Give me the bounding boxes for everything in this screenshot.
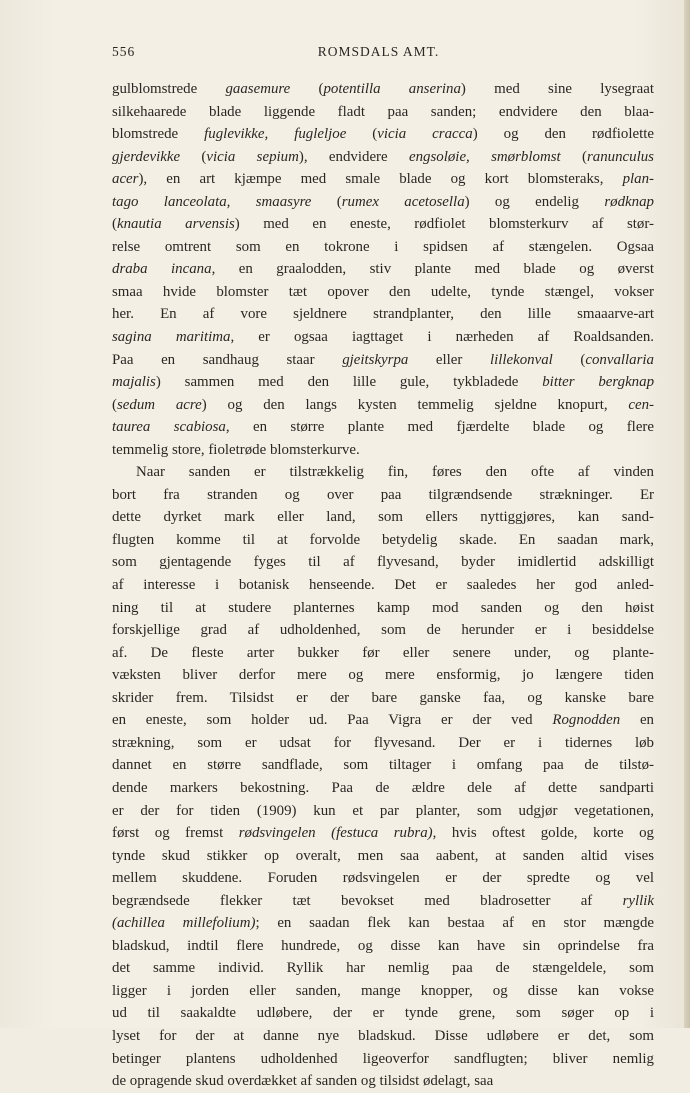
text-line — [112, 822, 654, 845]
italic-term: taurea scabiosa — [112, 419, 226, 436]
text-line — [112, 935, 654, 958]
text-run: gulblomstrede — [112, 81, 226, 97]
text-run: flugten komme til at forvolde betydelig skade. En saadan mark, — [112, 531, 654, 548]
text-run: er der for tiden (1909) kun et par planter, som udgjør vegetationen, — [112, 802, 654, 819]
text-line — [112, 957, 654, 980]
text-line — [112, 1070, 654, 1093]
text-run: , hvis oftest golde, korte og — [432, 825, 654, 842]
text-line — [112, 754, 654, 777]
text-line — [112, 574, 654, 597]
text-run: en — [620, 712, 654, 729]
text-run: silkehaarede blade liggende fladt paa sanden; endvidere den blaa- — [112, 103, 654, 120]
text-line — [112, 1048, 654, 1071]
italic-term: gaasemure — [225, 81, 291, 97]
text-line — [112, 168, 654, 191]
text-line — [112, 980, 654, 1003]
text-run: ) og endelig — [464, 193, 605, 210]
text-line — [112, 146, 654, 169]
body-text — [112, 78, 654, 1093]
text-line — [112, 732, 654, 755]
text-run: , en graalodden, stiv plante med blade og øverst — [211, 261, 655, 278]
text-run: betinger plantens udholdenhed ligeoverfor sandflugten; bliver nemlig — [112, 1050, 654, 1067]
text-run: først og fremst — [112, 825, 239, 842]
italic-term: bitter bergknap — [542, 374, 655, 391]
italic-term: cen- — [628, 396, 654, 413]
text-run: strækning, som er udsat for flyvesand. Der er i tidernes løb — [112, 734, 654, 751]
text-run: ning til at studere planternes kamp mod sanden og den høist — [112, 599, 654, 616]
text-run: eller — [408, 351, 490, 368]
text-run: væksten bliver derfor mere og mere ensformig, jo længere tiden — [112, 667, 654, 684]
text-line — [112, 123, 654, 146]
italic-term: fuglevikke, fugleljoe — [204, 126, 347, 143]
text-line — [112, 371, 654, 394]
text-run: ligger i jorden eller sanden, mange knopper, og disse kan vokse — [112, 982, 654, 999]
italic-term: rumex acetosella — [341, 193, 465, 210]
text-run: dende markers bekostning. Paa de ældre dele af dette sandparti — [112, 779, 654, 796]
text-run: en eneste, som holder ud. Paa Vigra er der ved — [112, 712, 553, 729]
text-run: ( — [290, 81, 324, 97]
text-line — [112, 642, 654, 665]
text-line — [112, 890, 654, 913]
text-run: ) og den langs kysten temmelig sjeldne knopurt, — [201, 396, 629, 413]
text-line — [112, 867, 654, 890]
text-run: her. En af vore sjeldnere strandplanter, den lille smaaarve-art — [112, 306, 654, 323]
italic-term: plan- — [622, 171, 654, 188]
text-line — [112, 416, 654, 439]
running-title: ROMSDALS AMT. — [317, 44, 440, 59]
text-line — [112, 191, 654, 214]
text-run: Naar sanden er tilstrækkelig fin, føres den ofte af vinden — [136, 464, 654, 481]
text-line — [112, 213, 654, 236]
text-line — [112, 709, 654, 732]
text-run: ) med en eneste, rødfiolet blomsterkurv af stør- — [234, 216, 654, 233]
text-run: dannet en større sandflade, som tiltager i omfang paa de tilstø- — [112, 757, 654, 774]
text-run: ), en art kjæmpe med smale blade og kort blomsteraks, — [138, 171, 623, 188]
italic-term: gjerdevikke — [112, 148, 181, 165]
text-line — [112, 800, 654, 823]
text-run: ( — [112, 396, 117, 413]
text-run: bladskud, indtil flere hundrede, og disse kan have sin oprindelse fra — [112, 937, 654, 954]
text-line — [112, 439, 654, 462]
text-run: temmelig store, fioletrøde blomsterkurve. — [112, 441, 360, 458]
text-run: ud til saakaldte udløbere, der er tynde grene, som søger op i — [112, 1005, 654, 1022]
page-edge — [684, 0, 690, 1028]
text-run: blomstrede — [112, 126, 205, 143]
text-line — [112, 1002, 654, 1025]
italic-term: sagina maritima — [112, 329, 231, 346]
italic-term: ryllik — [622, 892, 654, 909]
text-run: af. De fleste arter bukker før eller senere under, og plante- — [112, 644, 654, 661]
italic-term: knautia arvensis — [116, 216, 235, 233]
text-run: lyset for der at danne nye bladskud. Disse udløbere er det, som — [112, 1027, 654, 1044]
text-run: tynde skud stikker op overalt, men saa aabent, at sanden altid vises — [112, 847, 654, 864]
text-line — [112, 281, 654, 304]
text-run: , er ogsaa iagttaget i nærheden af Roaldsanden. — [230, 329, 654, 346]
text-line — [112, 78, 654, 101]
italic-term: sedum acre — [116, 396, 202, 413]
italic-term: engsoløie, smørblomst — [408, 148, 561, 165]
text-line — [112, 101, 654, 124]
text-line — [112, 912, 654, 935]
text-run: som gjentagende fyges til af flyvesand, byder imidlertid adskilligt — [112, 554, 654, 571]
text-line — [112, 394, 654, 417]
text-run: ( — [560, 148, 587, 165]
text-line — [112, 506, 654, 529]
italic-term: rødsvingelen (festuca rubra) — [238, 825, 433, 842]
italic-term: draba incana — [112, 261, 212, 278]
italic-term: Rognodden — [552, 712, 621, 729]
text-run: ) sammen med den lille gule, tykbladede — [155, 374, 543, 391]
text-line — [112, 258, 654, 281]
text-line — [112, 777, 654, 800]
page-number: 556 — [112, 44, 136, 59]
text-line — [112, 551, 654, 574]
text-run: bort fra stranden og over paa tilgrændsende strækninger. Er — [112, 486, 654, 503]
text-line — [112, 461, 654, 484]
italic-term: vicia cracca — [377, 126, 473, 143]
text-line — [112, 845, 654, 868]
text-line — [112, 303, 654, 326]
text-run: relse omtrent som en tokrone i spidsen af stængelen. Ogsaa — [112, 238, 654, 255]
text-line — [112, 687, 654, 710]
text-run: ( — [112, 216, 117, 233]
italic-term: gjeitskyrpa — [342, 351, 409, 368]
italic-term: ranunculus — [586, 148, 654, 165]
italic-term: lillekonval — [489, 351, 553, 368]
text-run: ) og den rødfiolette — [472, 126, 654, 143]
text-run: ), endvidere — [298, 148, 409, 165]
italic-term: majalis — [112, 374, 156, 391]
text-run: af interesse i botanisk henseende. Det er saaledes her god anled- — [112, 577, 654, 594]
italic-term: convallaria — [585, 351, 654, 368]
text-run: forskjellige grad af udholdenhed, som de herunder er i besiddelse — [112, 622, 654, 639]
text-run: de opragende skud overdækket af sanden og tilsidst ødelagt, saa — [112, 1073, 494, 1090]
text-line — [112, 529, 654, 552]
text-run: det samme individ. Ryllik har nemlig paa de stængeldele, som — [112, 960, 654, 977]
text-run: ( — [346, 126, 378, 143]
text-run: , en større plante med fjærdelte blade og flere — [225, 419, 654, 436]
text-line — [112, 349, 654, 372]
text-run: skrider frem. Tilsidst er der bare ganske faa, og kanske bare — [112, 689, 654, 706]
text-run: Paa en sandhaug staar — [112, 351, 343, 368]
text-run: begrændsede flekker tæt bevokset med bladrosetter af — [112, 892, 623, 909]
text-run: ) med sine lysegraat — [460, 81, 655, 97]
text-run: ; en saadan flek kan bestaa af en stor mængde — [255, 915, 655, 932]
italic-term: acer — [112, 171, 139, 188]
text-run: mellem skuddene. Foruden rødsvingelen er der spredte og vel — [112, 870, 654, 887]
text-line — [112, 619, 654, 642]
italic-term: rødknap — [604, 193, 654, 210]
text-line — [112, 236, 654, 259]
text-run: ( — [552, 351, 586, 368]
italic-term: tago lanceolata, smaasyre — [112, 193, 312, 210]
text-run: ( — [311, 193, 342, 210]
italic-term: potentilla anserina — [323, 81, 461, 97]
text-line — [112, 1025, 654, 1048]
text-run: ( — [180, 148, 207, 165]
text-line — [112, 484, 654, 507]
text-line — [112, 664, 654, 687]
italic-term: (achillea millefolium) — [112, 915, 256, 932]
italic-term: vicia sepium — [206, 148, 299, 165]
text-line — [112, 326, 654, 349]
text-run: smaa hvide blomster tæt opover den udelte, tynde stængel, vokser — [112, 283, 654, 300]
text-line — [112, 597, 654, 620]
text-run: dette dyrket mark eller land, som ellers nyttiggjøres, kan sand- — [112, 509, 654, 526]
